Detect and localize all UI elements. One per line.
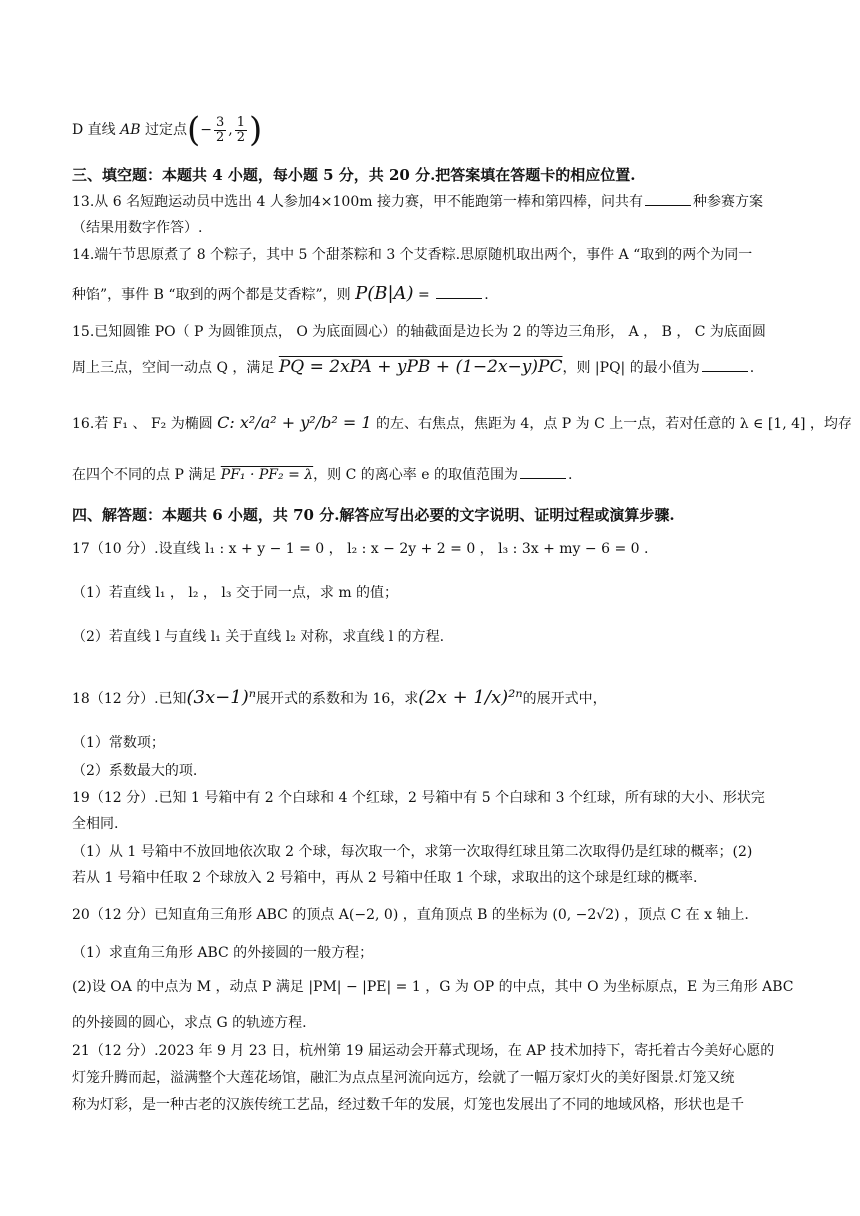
right-paren: ) [249, 110, 263, 150]
q15-vector-expr: PQ = 2xPA + yPB + (1−2x−y)PC [278, 357, 563, 377]
q18-part2: （2）系数最大的项. [72, 763, 198, 779]
q14-answer-blank[interactable] [436, 286, 482, 299]
option-d-mid: 过定点 [140, 122, 187, 138]
q16-dot-product: PF₁ · PF₂ = λ [220, 467, 314, 483]
q16-line2: 在四个不同的点 P 满足 PF₁ · PF₂ = λ，则 C 的离心率 e 的取值范围为 . [72, 467, 573, 483]
q16-line1: 16.若 F₁ 、 F₂ 为椭圆 C: x²/a² + y²/b² = 1 的左、右焦点，焦距为 4，点 P 为 C 上一点，若对任意的 λ ∈ [1, 4] ，均存 [72, 413, 852, 432]
q14-line1: 14.端午节思原煮了 8 个粽子，其中 5 个甜茶粽和 3 个艾香粽.思原随机取出两个，事件 A “取到的两个为同一 [72, 247, 753, 263]
q21-line2: 灯笼升腾而起，溢满整个大莲花场馆，融汇为点点星河流向远方，绘就了一幅万家灯火的美好图景.灯笼又统 [72, 1070, 735, 1086]
q18-expr2: (2x + 1/x)²ⁿ [418, 687, 523, 708]
q18-part1: （1）常数项； [72, 735, 165, 751]
q19-line3: （1）从 1 号箱中不放回地依次取 2 个球，每次取一个，求第一次取得红球且第二次取得仍是红球的概率；(2) [72, 844, 753, 860]
q19-line1: 19（12 分）.已知 1 号箱中有 2 个白球和 4 个红球，2 号箱中有 5 个白球和 3 个红球，所有球的大小、形状完 [72, 790, 765, 806]
q21-line3: 称为灯彩，是一种古老的汉族传统工艺品，经过数千年的发展，灯笼也发展出了不同的地域风格，形状也是千 [72, 1097, 744, 1113]
q19-line4: 若从 1 号箱中任取 2 个球放入 2 号箱中，再从 2 号箱中任取 1 个球，求取出的这个球是红球的概率. [72, 870, 698, 886]
q20-line1: 20（12 分）已知直角三角形 ABC 的顶点 A(−2, 0) ，直角顶点 B 的坐标为 (0, −2√2) ，顶点 C 在 x 轴上. [72, 907, 749, 923]
q15-answer-blank[interactable] [702, 359, 748, 372]
q14-line2: 种馅”，事件 B “取到的两个都是艾香粽”，则 P(B|A) = . [72, 283, 489, 304]
q13-line2: （结果用数字作答）. [72, 220, 203, 236]
q14-probability-expr: P(B|A) [355, 283, 414, 304]
q17-stem: 17（10 分）.设直线 l₁ : x + y − 1 = 0 ， l₂ : x − 2y + 2 = 0 ， l₃ : 3x + my − 6 = 0 . [72, 541, 649, 557]
q19-line2: 全相同. [72, 816, 119, 832]
q16-ellipse-eq: C: x²/a² + y²/b² = 1 [217, 413, 372, 432]
q20-part1: （1）求直角三角形 ABC 的外接圆的一般方程； [72, 945, 374, 961]
q16-answer-blank[interactable] [520, 466, 566, 479]
point-y-fraction: $\frac{1}{2}$ [236, 114, 245, 145]
q17-part2: （2）若直线 l 与直线 l₁ 关于直线 l₂ 对称，求直线 l 的方程. [72, 629, 445, 645]
q20-part2b: 的外接圆的圆心，求点 G 的轨迹方程. [72, 1015, 307, 1031]
q20-part2a: (2)设 OA 的中点为 M ，动点 P 满足 |PM| − |PE| = 1 ，G 为 OP 的中点，其中 O 为坐标原点，E 为三角形 ABC [72, 979, 794, 995]
q21-line1: 21（12 分）.2023 年 9 月 23 日，杭州第 19 届运动会开幕式现场，在 AP 技术加持下，寄托着古今美好心愿的 [72, 1043, 775, 1059]
q13-line1: 13.从 6 名短跑运动员中选出 4 人参加4×100m 接力赛，甲不能跑第一棒和第四棒，问共有 种参赛方案 [72, 194, 763, 210]
section-4-title: 四、解答题：本题共 6 小题，共 70 分.解答应写出必要的文字说明、证明过程或演算步骤. [72, 506, 675, 524]
q15-line2: 周上三点，空间一动点 Q ，满足 PQ = 2xPA + yPB + (1−2x−y)PC，则 |PQ| 的最小值为 . [72, 357, 755, 377]
q18-expr1: (3x−1)ⁿ [186, 687, 257, 708]
section-3-title: 三、填空题：本题共 4 小题，每小题 5 分，共 20 分.把答案填在答题卡的相应位置. [72, 166, 636, 184]
relay-notation: 4×100m [311, 194, 373, 210]
q18-stem: 18（12 分）.已知(3x−1)ⁿ展开式的系数和为 16，求(2x + 1/x)²ⁿ的展开式中， [72, 687, 607, 708]
q13-answer-blank[interactable] [645, 193, 691, 206]
option-d-prefix: D 直线 [72, 122, 121, 138]
option-d: D 直线 AB 过定点(− $\frac{3}{2}$ , $\frac{1}{2}$ ) [72, 110, 263, 150]
q17-part1: （1）若直线 l₁ ， l₂ ， l₃ 交于同一点，求 m 的值； [72, 585, 399, 601]
option-d-line-ab: AB [120, 122, 141, 138]
point-x-fraction: $\frac{3}{2}$ [215, 114, 225, 145]
left-paren: ( [186, 110, 201, 150]
q15-line1: 15.已知圆锥 PO（ P 为圆锥顶点， O 为底面圆心）的轴截面是边长为 2 的等边三角形， A ， B ， C 为底面圆 [72, 324, 766, 340]
